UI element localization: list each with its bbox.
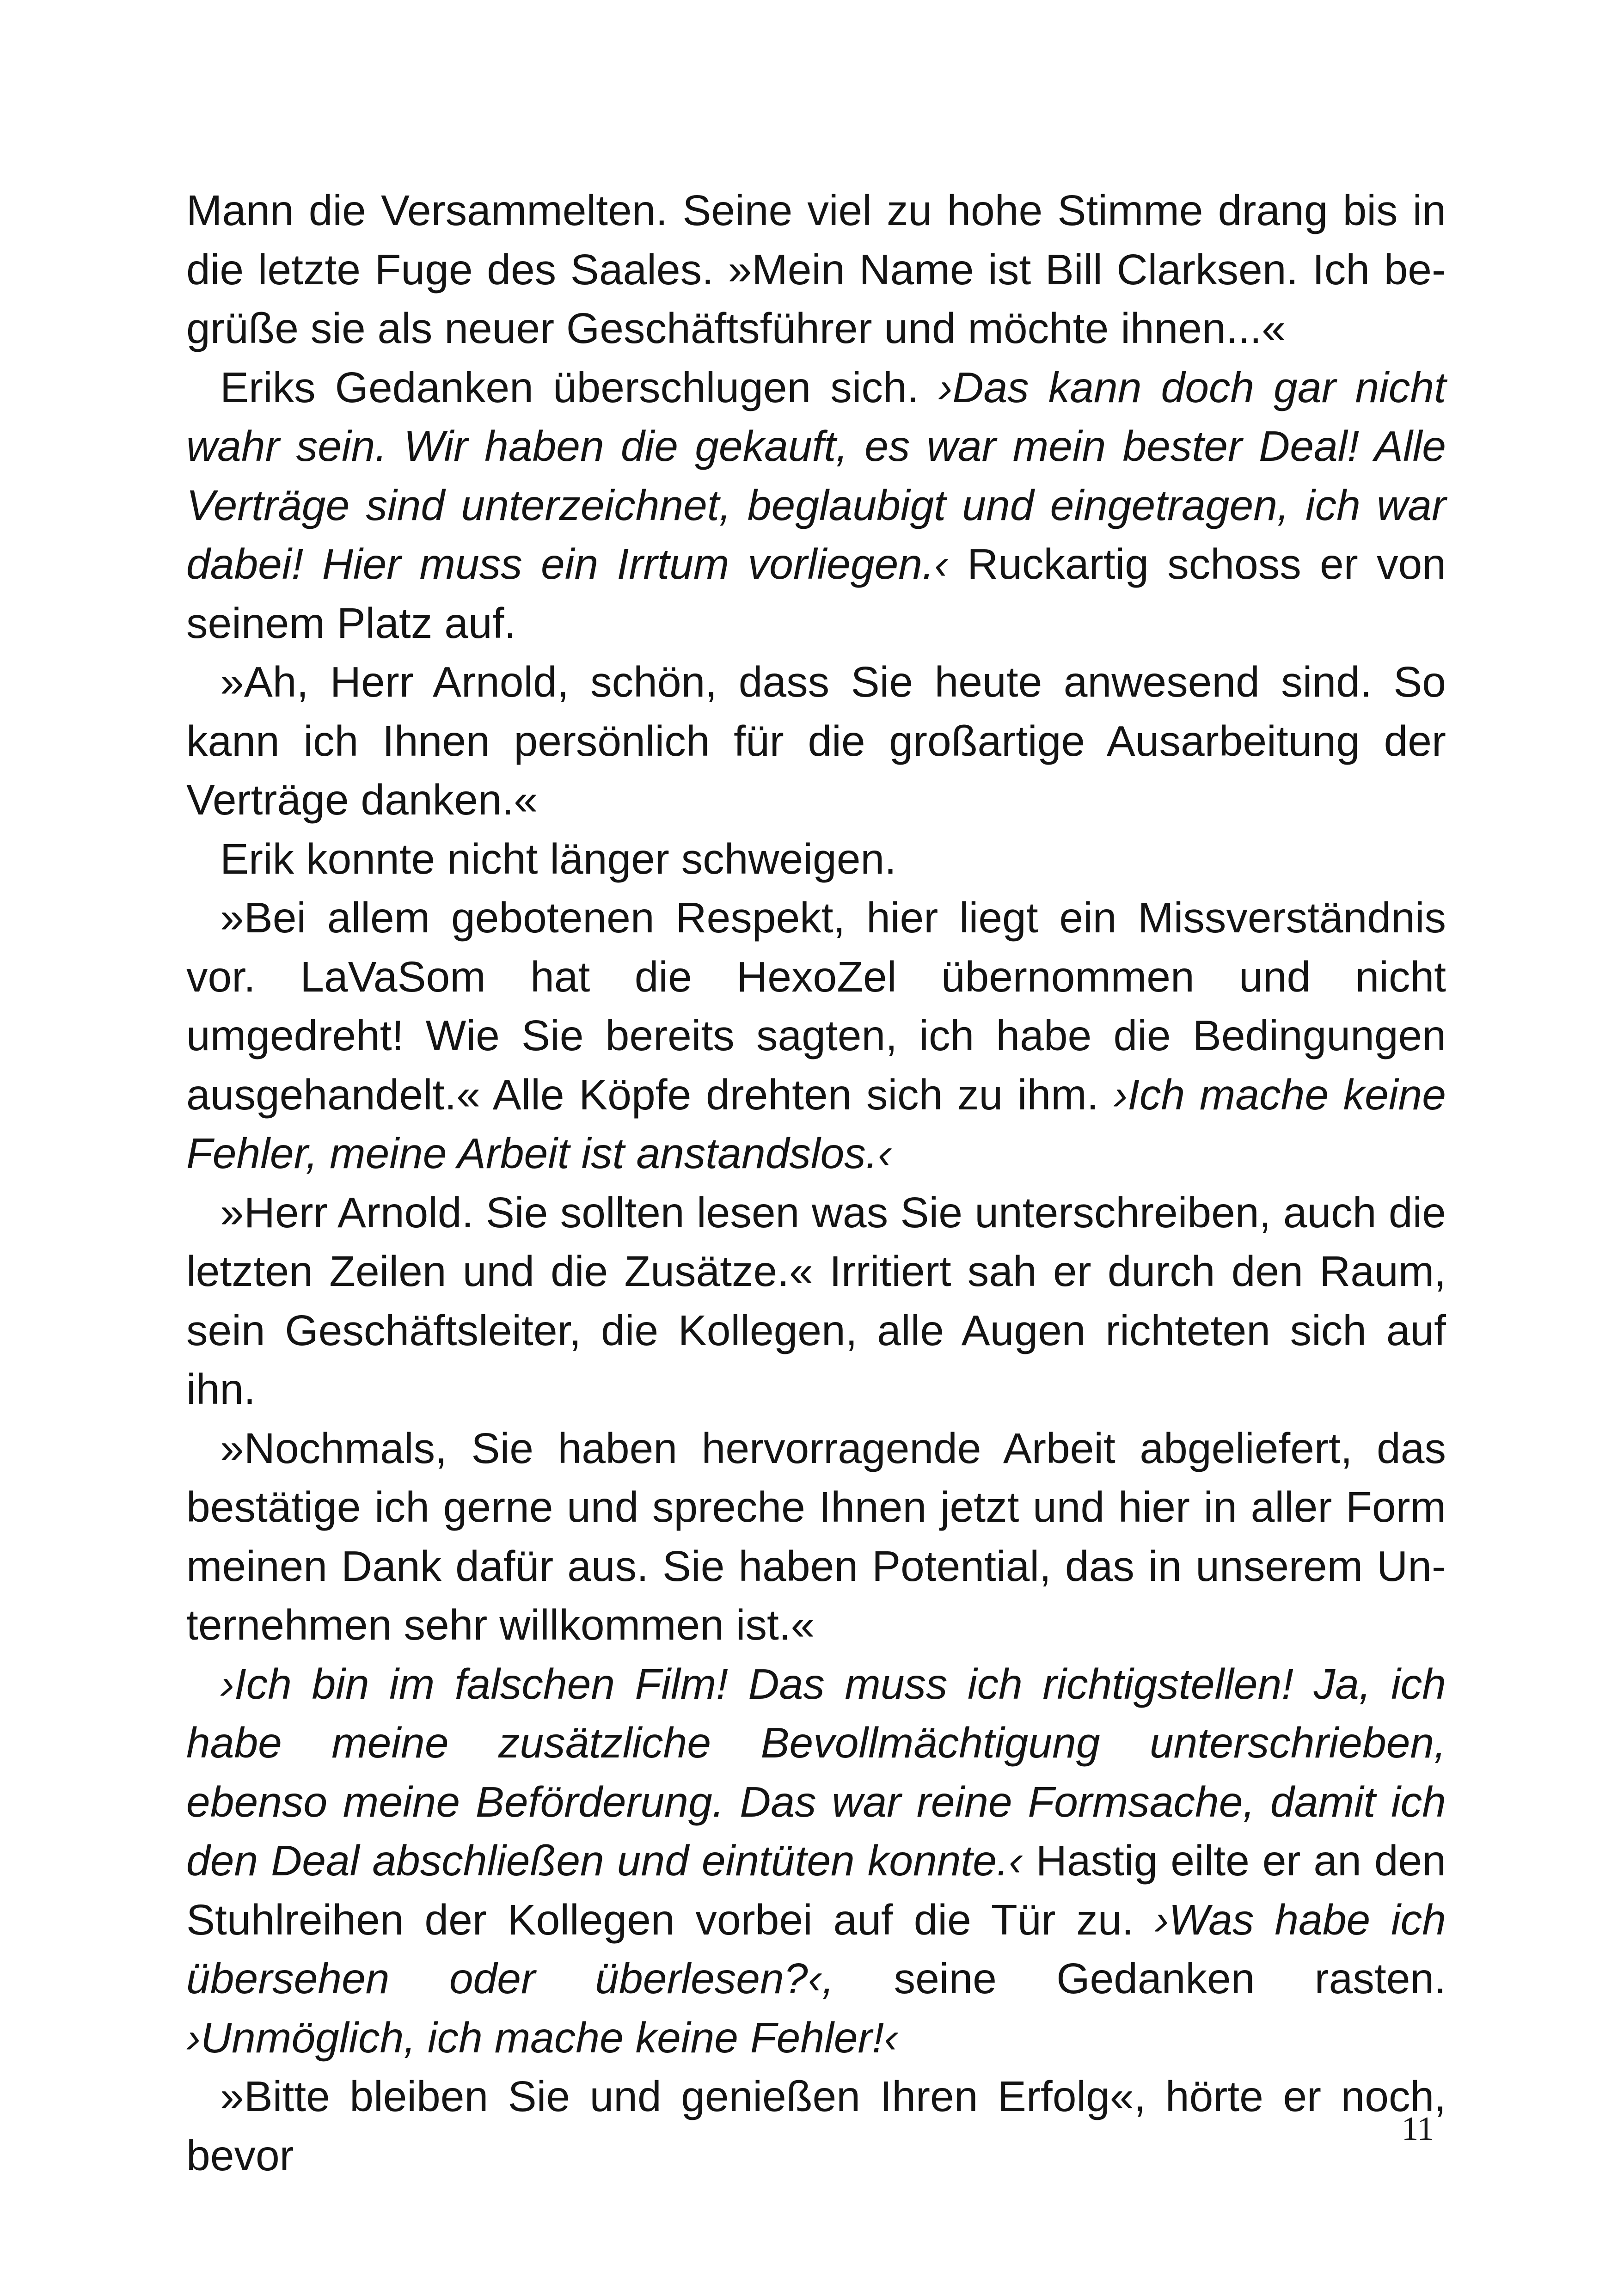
paragraph <box>186 358 1446 653</box>
paragraph <box>186 2067 1446 2185</box>
paragraph <box>186 888 1446 1183</box>
narrative-text: Hastig eilte er an den Stuhlreihen der Kollegen vorbei auf die Tür zu. <box>186 1837 1446 1944</box>
narrative-text: »Nochmals, Sie haben hervorragende Arbeit abgeliefert, das bestätige ich gerne und spreche Ihnen jetzt und hier in aller Form meinen Dank dafür aus. Sie haben Potential, das in unserem Unternehmen sehr willkommen ist.« <box>186 1424 1446 1649</box>
inner-thought-text: ›Ich bin im falschen Film! Das muss ich richtigstellen! Ja, ich habe meine zusätzliche Bevollmächtigung unterschrieben, ebenso meine Beförderung. Das war reine Formsache, damit ich den Deal abschließen und eintüten konnte.‹ <box>186 1659 1446 1885</box>
inner-thought-text: ›Das kann doch gar nicht wahr sein. Wir haben die gekauft, es war mein bester Deal! Alle Verträge sind unterzeichnet, beglaubigt und eingetragen, ich war dabei! Hier muss ein Irrtum vorliegen.‹ <box>186 363 1446 588</box>
narrative-text: Eriks Gedanken überschlugen sich. <box>220 363 938 411</box>
inner-thought-text: ›Unmöglich, ich mache keine Fehler!‹ <box>186 2013 899 2062</box>
paragraph <box>186 653 1446 830</box>
paragraph <box>186 1655 1446 2068</box>
paragraph <box>186 181 1446 358</box>
narrative-text: Mann die Versammelten. Seine viel zu hohe Stimme drang bis in die letzte Fuge des Saales. »Mein Name ist Bill Clarksen. Ich begrüße sie als neuer Geschäftsführer und möchte ihnen...« <box>186 186 1446 352</box>
paragraph <box>186 1183 1446 1419</box>
narrative-text: seine Gedanken rasten. <box>834 1954 1446 2002</box>
narrative-text: »Herr Arnold. Sie sollten lesen was Sie unterschreiben, auch die letzten Zeilen und die Zusätze.« Irritiert sah er durch den Raum, sein Geschäftsleiter, die Kollegen, alle Augen richteten sich auf ihn. <box>186 1188 1446 1413</box>
narrative-text: Erik konnte nicht länger schweigen. <box>220 834 896 883</box>
inner-thought-text: ›Ich mache keine Fehler, meine Arbeit ist anstandslos.‹ <box>186 1070 1446 1177</box>
narrative-text: Ruckartig schoss er von seinem Platz auf. <box>186 540 1446 647</box>
narrative-text: »Bitte bleiben Sie und genießen Ihren Erfolg«, hörte er noch, bevor <box>186 2072 1446 2180</box>
page-number: 11 <box>1401 2110 1434 2147</box>
narrative-text: »Bei allem gebotenen Respekt, hier liegt ein Missverständnis vor. LaVaSom hat die HexoZel übernommen und nicht umgedreht! Wie Sie bereits sagten, ich habe die Bedingungen ausgehandelt.« Alle Köpfe drehten sich zu ihm. <box>186 894 1446 1119</box>
narrative-text: »Ah, Herr Arnold, schön, dass Sie heute anwesend sind. So kann ich Ihnen persönlich für die großartige Ausarbeitung der Verträge danken.« <box>186 658 1446 824</box>
body-text <box>186 181 1446 2185</box>
inner-thought-text: ›Was habe ich übersehen oder überlesen?‹, <box>186 1895 1446 2002</box>
paragraph <box>186 830 1446 889</box>
paragraph <box>186 1419 1446 1655</box>
